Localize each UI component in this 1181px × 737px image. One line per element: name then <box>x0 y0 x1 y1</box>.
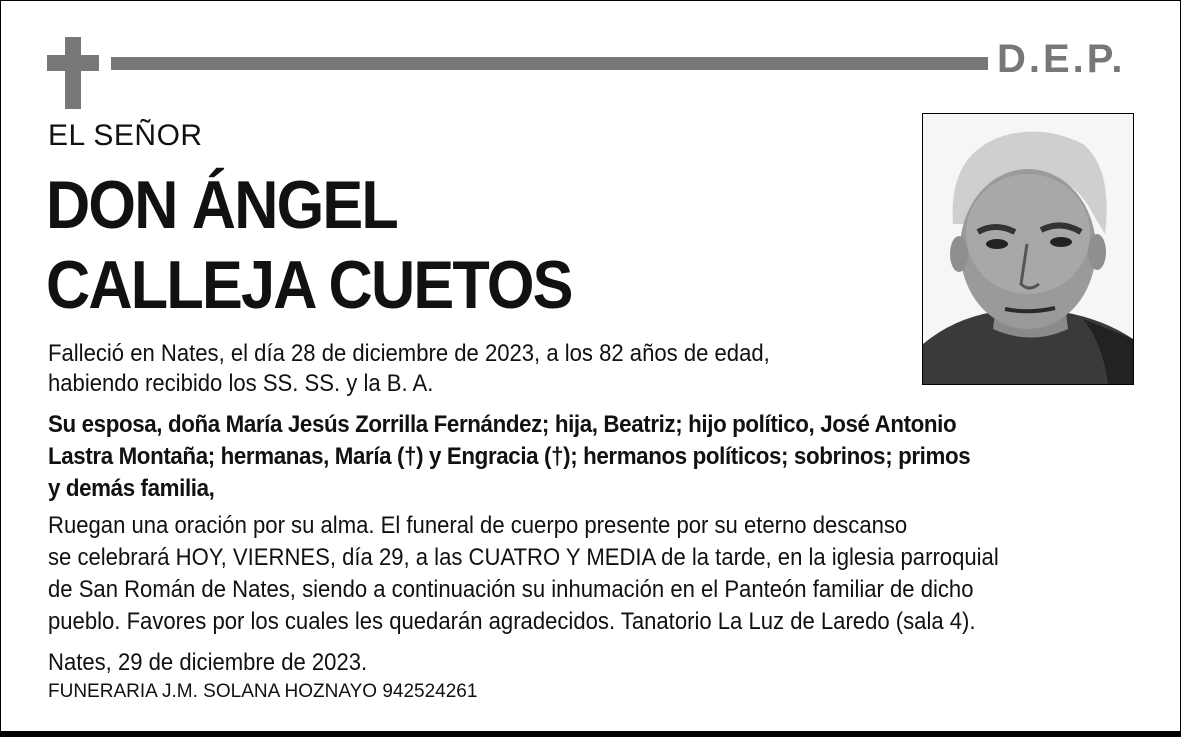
deceased-name-line2: CALLEJA CUETOS <box>46 247 572 323</box>
death-info-line1: Falleció en Nates, el día 28 de diciembre de 2023, a los 82 años de edad, <box>48 340 770 367</box>
funeral-line3: de San Román de Nates, siendo a continuación su inhumación en el Panteón familiar de dicho <box>48 576 974 603</box>
funeral-line1: Ruegan una oración por su alma. El funeral de cuerpo presente por su eterno descanso <box>48 512 908 539</box>
family-line3: y demás familia, <box>48 475 215 502</box>
funeral-line2: se celebrará HOY, VIERNES, día 29, a las CUATRO Y MEDIA de la tarde, en la iglesia parroquial <box>48 544 999 571</box>
title-prefix: EL SEÑOR <box>48 119 203 152</box>
funeral-line4: pueblo. Favores por los cuales les quedarán agradecidos. Tanatorio La Luz de Laredo (sala 4). <box>48 608 976 635</box>
family-line2: Lastra Montaña; hermanas, María (†) y Engracia (†); hermanos políticos; sobrinos; primos <box>48 443 971 470</box>
place-date: Nates, 29 de diciembre de 2023. <box>48 649 368 676</box>
death-info-line2: habiendo recibido los SS. SS. y la B. A. <box>48 370 434 397</box>
family-line1: Su esposa, doña María Jesús Zorrilla Fernández; hija, Beatriz; hijo político, José Antonio <box>48 411 957 438</box>
portrait-photo <box>922 113 1134 385</box>
cross-icon <box>47 37 99 109</box>
funeral-home: FUNERARIA J.M. SOLANA HOZNAYO 942524261 <box>48 681 478 702</box>
deceased-name-line1: DON ÁNGEL <box>46 167 397 243</box>
header-rule <box>111 57 988 70</box>
dep-label: D.E.P. <box>997 37 1126 81</box>
